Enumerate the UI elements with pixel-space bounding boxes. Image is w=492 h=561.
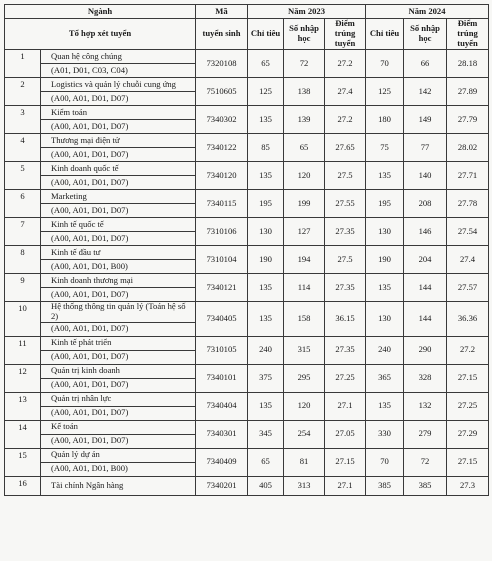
chi-tieu-2024: 190 (366, 246, 404, 274)
diem-2024: 28.02 (447, 134, 489, 162)
so-nhap-hoc-2024: 149 (404, 106, 447, 134)
so-nhap-hoc-2024: 290 (404, 336, 447, 364)
row-number: 10 (5, 302, 41, 337)
header-to-hop: Tổ hợp xét tuyển (5, 19, 196, 50)
table-row (5, 302, 489, 323)
so-nhap-hoc-2023: 65 (284, 134, 325, 162)
so-nhap-hoc-2024: 385 (404, 476, 447, 495)
so-nhap-hoc-2023: 114 (284, 274, 325, 302)
subject-combination: (A00, A01, D01, D07) (41, 120, 196, 134)
so-nhap-hoc-2023: 254 (284, 420, 325, 448)
table-row (5, 476, 489, 495)
row-number: 3 (5, 106, 41, 134)
row-number: 8 (5, 246, 41, 274)
major-name: Marketing (41, 190, 196, 204)
chi-tieu-2023: 135 (248, 162, 284, 190)
major-name: Kinh tế phát triển (41, 336, 196, 350)
subject-combination: (A00, A01, D01, D07) (41, 204, 196, 218)
chi-tieu-2023: 65 (248, 448, 284, 476)
diem-2023: 27.2 (325, 50, 366, 78)
so-nhap-hoc-2024: 144 (404, 274, 447, 302)
diem-2023: 27.55 (325, 190, 366, 218)
program-code: 7340122 (196, 134, 248, 162)
chi-tieu-2023: 135 (248, 302, 284, 337)
chi-tieu-2024: 195 (366, 190, 404, 218)
diem-2023: 27.15 (325, 448, 366, 476)
diem-2024: 27.79 (447, 106, 489, 134)
table-row (5, 218, 489, 232)
major-name: Hệ thống thông tin quản lý (Toán hệ số 2) (41, 302, 196, 323)
subject-combination: (A00, A01, D01, D07) (41, 434, 196, 448)
row-number: 5 (5, 162, 41, 190)
diem-2024: 27.71 (447, 162, 489, 190)
program-code: 7340302 (196, 106, 248, 134)
table-row (5, 134, 489, 148)
chi-tieu-2024: 365 (366, 364, 404, 392)
subject-combination: (A00, A01, D01, D07) (41, 350, 196, 364)
chi-tieu-2024: 70 (366, 50, 404, 78)
program-code: 7340409 (196, 448, 248, 476)
so-nhap-hoc-2023: 120 (284, 162, 325, 190)
major-name: Thương mại điện tử (41, 134, 196, 148)
table-row (5, 162, 489, 176)
subject-combination: (A00, A01, D01, B00) (41, 462, 196, 476)
header-year-2023: Năm 2023 (248, 5, 366, 19)
major-name: Kinh tế quốc tế (41, 218, 196, 232)
program-code: 7340301 (196, 420, 248, 448)
row-number: 6 (5, 190, 41, 218)
chi-tieu-2024: 385 (366, 476, 404, 495)
row-number: 15 (5, 448, 41, 476)
major-name: Quản lý dự án (41, 448, 196, 462)
diem-2023: 27.25 (325, 364, 366, 392)
diem-2024: 27.4 (447, 246, 489, 274)
major-name: Quan hệ công chúng (41, 50, 196, 64)
table-body (5, 50, 489, 496)
so-nhap-hoc-2024: 72 (404, 448, 447, 476)
subject-combination: (A00, A01, D01, D07) (41, 322, 196, 336)
chi-tieu-2024: 125 (366, 78, 404, 106)
row-number: 13 (5, 392, 41, 420)
table-row (5, 274, 489, 288)
header-tuyen-sinh: tuyển sinh (196, 19, 248, 50)
so-nhap-hoc-2024: 204 (404, 246, 447, 274)
program-code: 7340405 (196, 302, 248, 337)
diem-2023: 27.4 (325, 78, 366, 106)
header-chi-tieu-2024: Chỉ tiêu (366, 19, 404, 50)
so-nhap-hoc-2023: 315 (284, 336, 325, 364)
chi-tieu-2023: 135 (248, 274, 284, 302)
major-name: Kinh doanh quốc tế (41, 162, 196, 176)
so-nhap-hoc-2023: 72 (284, 50, 325, 78)
row-number: 7 (5, 218, 41, 246)
program-code: 7340404 (196, 392, 248, 420)
diem-2023: 27.5 (325, 162, 366, 190)
so-nhap-hoc-2024: 328 (404, 364, 447, 392)
table-row (5, 78, 489, 92)
diem-2024: 27.78 (447, 190, 489, 218)
diem-2023: 27.1 (325, 476, 366, 495)
row-number: 12 (5, 364, 41, 392)
diem-2023: 27.35 (325, 274, 366, 302)
header-chi-tieu-2023: Chỉ tiêu (248, 19, 284, 50)
chi-tieu-2024: 330 (366, 420, 404, 448)
chi-tieu-2023: 240 (248, 336, 284, 364)
chi-tieu-2024: 135 (366, 274, 404, 302)
major-name: Tài chính Ngân hàng (41, 476, 196, 495)
diem-2023: 27.05 (325, 420, 366, 448)
diem-2024: 27.25 (447, 392, 489, 420)
so-nhap-hoc-2024: 208 (404, 190, 447, 218)
diem-2024: 27.15 (447, 364, 489, 392)
diem-2023: 27.35 (325, 218, 366, 246)
row-number: 9 (5, 274, 41, 302)
chi-tieu-2023: 190 (248, 246, 284, 274)
major-name: Kế toán (41, 420, 196, 434)
so-nhap-hoc-2023: 138 (284, 78, 325, 106)
chi-tieu-2024: 240 (366, 336, 404, 364)
row-number: 2 (5, 78, 41, 106)
major-name: Quản trị nhân lực (41, 392, 196, 406)
program-code: 7340115 (196, 190, 248, 218)
chi-tieu-2024: 130 (366, 302, 404, 337)
row-number: 14 (5, 420, 41, 448)
chi-tieu-2023: 135 (248, 392, 284, 420)
table-row (5, 190, 489, 204)
diem-2024: 27.29 (447, 420, 489, 448)
chi-tieu-2023: 375 (248, 364, 284, 392)
program-code: 7310105 (196, 336, 248, 364)
subject-combination: (A00, A01, D01, B00) (41, 260, 196, 274)
chi-tieu-2024: 135 (366, 392, 404, 420)
diem-2024: 27.57 (447, 274, 489, 302)
program-code: 7510605 (196, 78, 248, 106)
subject-combination: (A00, A01, D01, D07) (41, 232, 196, 246)
chi-tieu-2023: 135 (248, 106, 284, 134)
chi-tieu-2024: 130 (366, 218, 404, 246)
diem-2023: 36.15 (325, 302, 366, 337)
diem-2024: 27.89 (447, 78, 489, 106)
so-nhap-hoc-2024: 146 (404, 218, 447, 246)
program-code: 7340201 (196, 476, 248, 495)
chi-tieu-2023: 130 (248, 218, 284, 246)
so-nhap-hoc-2023: 81 (284, 448, 325, 476)
so-nhap-hoc-2024: 66 (404, 50, 447, 78)
header-so-nhap-hoc-2023: Số nhập học (284, 19, 325, 50)
diem-2023: 27.5 (325, 246, 366, 274)
program-code: 7340101 (196, 364, 248, 392)
table-row (5, 106, 489, 120)
subject-combination: (A00, A01, D01, D07) (41, 176, 196, 190)
header-so-nhap-hoc-2024: Số nhập học (404, 19, 447, 50)
diem-2023: 27.2 (325, 106, 366, 134)
header-year-2024: Năm 2024 (366, 5, 489, 19)
row-number: 16 (5, 476, 41, 495)
major-name: Kinh doanh thương mại (41, 274, 196, 288)
major-name: Kiểm toán (41, 106, 196, 120)
so-nhap-hoc-2023: 139 (284, 106, 325, 134)
chi-tieu-2023: 345 (248, 420, 284, 448)
admission-table (4, 4, 489, 496)
table-row (5, 364, 489, 378)
so-nhap-hoc-2024: 77 (404, 134, 447, 162)
diem-2024: 36.36 (447, 302, 489, 337)
diem-2024: 27.54 (447, 218, 489, 246)
program-code: 7340121 (196, 274, 248, 302)
chi-tieu-2023: 125 (248, 78, 284, 106)
major-name: Kinh tế đầu tư (41, 246, 196, 260)
so-nhap-hoc-2024: 142 (404, 78, 447, 106)
subject-combination: (A00, A01, D01, D07) (41, 288, 196, 302)
table-row (5, 392, 489, 406)
table-row (5, 50, 489, 64)
chi-tieu-2024: 70 (366, 448, 404, 476)
program-code: 7340120 (196, 162, 248, 190)
diem-2024: 27.15 (447, 448, 489, 476)
program-code: 7310106 (196, 218, 248, 246)
diem-2023: 27.35 (325, 336, 366, 364)
table-row (5, 246, 489, 260)
so-nhap-hoc-2023: 127 (284, 218, 325, 246)
diem-2023: 27.65 (325, 134, 366, 162)
so-nhap-hoc-2023: 120 (284, 392, 325, 420)
chi-tieu-2024: 75 (366, 134, 404, 162)
chi-tieu-2023: 65 (248, 50, 284, 78)
program-code: 7320108 (196, 50, 248, 78)
diem-2023: 27.1 (325, 392, 366, 420)
chi-tieu-2023: 85 (248, 134, 284, 162)
so-nhap-hoc-2023: 295 (284, 364, 325, 392)
diem-2024: 27.3 (447, 476, 489, 495)
subject-combination: (A00, A01, D01, D07) (41, 406, 196, 420)
so-nhap-hoc-2024: 279 (404, 420, 447, 448)
so-nhap-hoc-2023: 313 (284, 476, 325, 495)
program-code: 7310104 (196, 246, 248, 274)
major-name: Quản trị kinh doanh (41, 364, 196, 378)
table-row (5, 448, 489, 462)
so-nhap-hoc-2024: 144 (404, 302, 447, 337)
header-diem-2024: Điểm trúng tuyển (447, 19, 489, 50)
table-row (5, 420, 489, 434)
chi-tieu-2023: 195 (248, 190, 284, 218)
so-nhap-hoc-2023: 194 (284, 246, 325, 274)
diem-2024: 27.2 (447, 336, 489, 364)
chi-tieu-2023: 405 (248, 476, 284, 495)
table-row (5, 336, 489, 350)
subject-combination: (A00, A01, D01, D07) (41, 148, 196, 162)
subject-combination: (A01, D01, C03, C04) (41, 64, 196, 78)
header-diem-2023: Điểm trúng tuyển (325, 19, 366, 50)
header-ma: Mã (196, 5, 248, 19)
row-number: 1 (5, 50, 41, 78)
row-number: 11 (5, 336, 41, 364)
so-nhap-hoc-2023: 199 (284, 190, 325, 218)
header-nganh: Ngành (5, 5, 196, 19)
major-name: Logistics và quản lý chuỗi cung ứng (41, 78, 196, 92)
diem-2024: 28.18 (447, 50, 489, 78)
subject-combination: (A00, A01, D01, D07) (41, 378, 196, 392)
so-nhap-hoc-2024: 132 (404, 392, 447, 420)
so-nhap-hoc-2024: 140 (404, 162, 447, 190)
subject-combination: (A00, A01, D01, D07) (41, 92, 196, 106)
chi-tieu-2024: 135 (366, 162, 404, 190)
so-nhap-hoc-2023: 158 (284, 302, 325, 337)
chi-tieu-2024: 180 (366, 106, 404, 134)
row-number: 4 (5, 134, 41, 162)
